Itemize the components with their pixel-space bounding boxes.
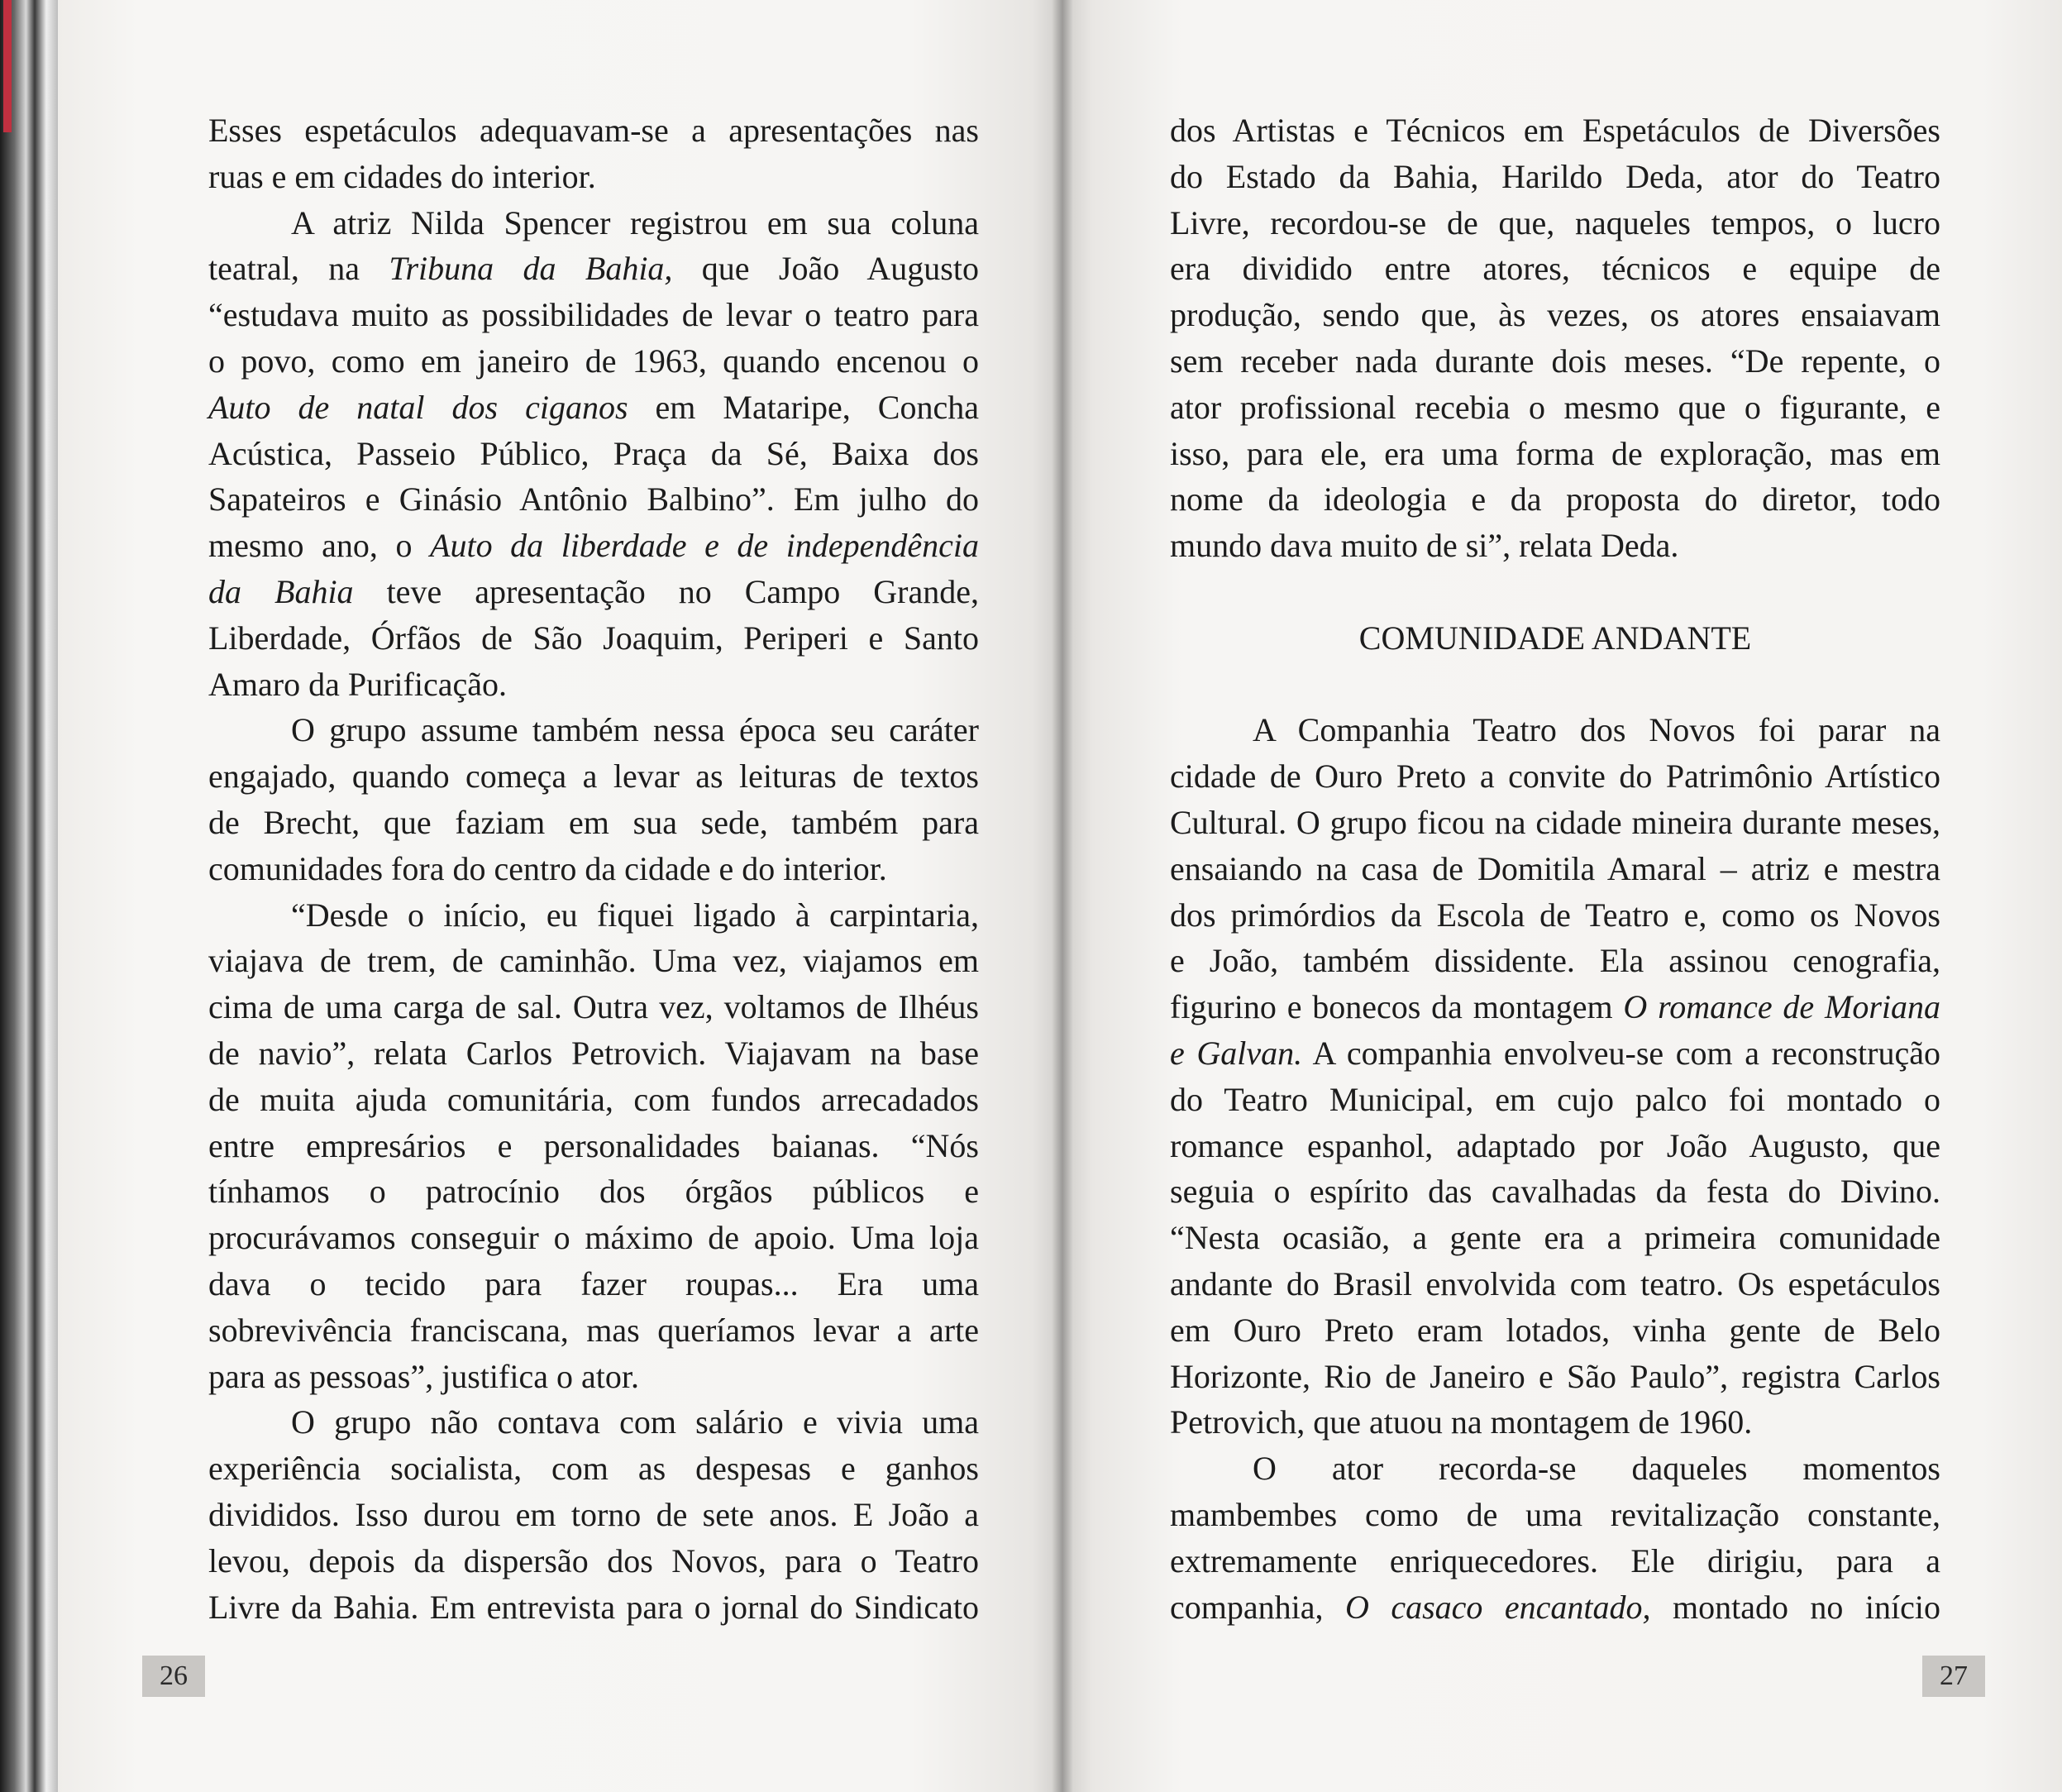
right-page xyxy=(1062,0,2062,1792)
text-run: teve apresentação no Campo Grande, xyxy=(353,572,980,610)
line: cima de uma carga de sal. Outra vez, voltamos de Ilhéus xyxy=(208,988,979,1026)
line: divididos. Isso durou em torno de sete anos. E João a xyxy=(208,1495,979,1533)
line: dava o tecido para fazer roupas... Era uma xyxy=(208,1264,979,1302)
line: e João, também dissidente. Ela assinou cenografia, xyxy=(1170,942,1940,980)
line: experiência socialista, com as despesas e ganhos xyxy=(208,1450,979,1488)
line: extremamente enriquecedores. Ele dirigiu, para a xyxy=(1170,1541,1940,1579)
line: Livre, recordou-se de que, naqueles tempos, o lucro xyxy=(1170,203,1940,241)
right-text-column xyxy=(1170,108,1940,1630)
line: Esses espetáculos adequavam-se a apresentações nas xyxy=(208,112,979,149)
text-run: mesmo ano, o xyxy=(208,527,431,565)
section-heading: COMUNIDADE ANDANTE xyxy=(1358,619,1752,657)
line xyxy=(1170,984,1940,1030)
line: em Ouro Preto eram lotados, vinha gente de Belo xyxy=(1170,1311,1940,1349)
line xyxy=(1170,1584,1940,1631)
line: de Brecht, que faziam em sua sede, também para xyxy=(208,803,979,841)
line: engajado, quando começa a levar as leituras de textos xyxy=(208,757,979,796)
line: viajava de trem, de caminhão. Uma vez, viajamos em xyxy=(208,942,979,980)
line xyxy=(208,523,979,569)
line: do Estado da Bahia, Harildo Deda, ator do Teatro xyxy=(1170,157,1940,195)
book-edge-mark xyxy=(3,0,12,132)
line: do Teatro Municipal, em cujo palco foi montado o xyxy=(1170,1080,1940,1118)
text-run: teatral, na xyxy=(208,250,389,288)
play-title: Auto de natal dos ciganos xyxy=(208,388,628,426)
line: sem receber nada durante dois meses. “De repente, o xyxy=(1170,342,1940,380)
line: Horizonte, Rio de Janeiro e São Paulo”, registra Carlos xyxy=(1170,1357,1940,1395)
line: o povo, como em janeiro de 1963, quando encenou o xyxy=(208,342,979,380)
line: mambembes como de uma revitalização constante, xyxy=(1170,1495,1940,1533)
line: A atriz Nilda Spencer registrou em sua coluna xyxy=(291,203,979,241)
text-run: que João Augusto xyxy=(672,250,979,288)
line: Acústica, Passeio Público, Praça da Sé, Baixa dos xyxy=(208,434,979,472)
text-run: em Mataripe, Concha xyxy=(628,388,979,426)
line: tínhamos o patrocínio dos órgãos públicos e xyxy=(208,1173,979,1211)
line xyxy=(1170,1030,1940,1077)
line: Sapateiros e Ginásio Antônio Balbino”. Em julho do xyxy=(208,480,979,518)
play-title: O casaco encantado, xyxy=(1344,1588,1651,1626)
line: Cultural. O grupo ficou na cidade mineira durante meses, xyxy=(1170,803,1940,841)
text-run: companhia, xyxy=(1170,1588,1345,1626)
book-gutter xyxy=(1052,0,1073,1792)
left-text-column xyxy=(208,108,979,1630)
line: A Companhia Teatro dos Novos foi parar na xyxy=(1253,711,1940,749)
line: “estudava muito as possibilidades de levar o teatro para xyxy=(208,296,979,334)
line: dos Artistas e Técnicos em Espetáculos de Diversões xyxy=(1170,112,1940,149)
line: sobrevivência franciscana, mas queríamos levar a arte xyxy=(208,1311,979,1349)
line: dos primórdios da Escola de Teatro e, como os Novos xyxy=(1170,896,1940,934)
line: cidade de Ouro Preto a convite do Patrimônio Artístico xyxy=(1170,757,1940,796)
line: andante do Brasil envolvida com teatro. Os espetáculos xyxy=(1170,1264,1940,1302)
line: produção, sendo que, às vezes, os atores ensaiavam xyxy=(1170,296,1940,334)
line: “Desde o início, eu fiquei ligado à carpintaria, xyxy=(291,896,979,934)
line: O grupo assume também nessa época seu caráter xyxy=(291,711,979,749)
line: mundo dava muito de si”, relata Deda. xyxy=(1170,527,1679,565)
line: nome da ideologia e da proposta do diretor, todo xyxy=(1170,480,1940,518)
left-page xyxy=(58,0,1062,1792)
text-run: A companhia envolveu-se com a reconstrução xyxy=(1302,1034,1940,1072)
line: Amaro da Purificação. xyxy=(208,665,507,703)
line: ator profissional recebia o mesmo que o figurante, e xyxy=(1170,388,1940,426)
line: era dividido entre atores, técnicos e equipe de xyxy=(1170,250,1940,288)
line: Liberdade, Órfãos de São Joaquim, Periperi e Santo xyxy=(208,619,979,657)
line: comunidades fora do centro da cidade e do interior. xyxy=(208,849,887,887)
line: ensaiando na casa de Domitila Amaral – atriz e mestra xyxy=(1170,849,1940,887)
line: O ator recorda-se daqueles momentos xyxy=(1253,1450,1940,1488)
line: seguia o espírito das cavalhadas da festa do Divino. xyxy=(1170,1173,1940,1211)
play-title: Auto da liberdade e de independência xyxy=(430,527,979,565)
line: Petrovich, que atuou na montagem de 1960. xyxy=(1170,1403,1753,1441)
line: de navio”, relata Carlos Petrovich. Viajavam na base xyxy=(208,1034,979,1072)
line xyxy=(208,569,979,615)
page-number: 26 xyxy=(142,1656,205,1697)
line: de muita ajuda comunitária, com fundos arrecadados xyxy=(208,1080,979,1118)
line: “Nesta ocasião, a gente era a primeira comunidade xyxy=(1170,1219,1940,1257)
line: levou, depois da dispersão dos Novos, para o Teatro xyxy=(208,1541,979,1579)
line: procurávamos conseguir o máximo de apoio. Uma loja xyxy=(208,1219,979,1257)
line: O grupo não contava com salário e vivia uma xyxy=(291,1403,979,1441)
book-edge xyxy=(0,0,58,1792)
newspaper-title: Tribuna da Bahia, xyxy=(389,250,673,288)
line xyxy=(208,385,979,431)
text-run: figurino e bonecos da montagem xyxy=(1170,988,1624,1026)
line: entre empresários e personalidades baianas. “Nós xyxy=(208,1126,979,1164)
line: Livre da Bahia. Em entrevista para o jornal do Sindicato xyxy=(208,1588,979,1626)
line: romance espanhol, adaptado por João Augusto, que xyxy=(1170,1126,1940,1164)
line: para as pessoas”, justifica o ator. xyxy=(208,1357,639,1395)
line: isso, para ele, era uma forma de exploração, mas em xyxy=(1170,434,1940,472)
text-run: montado no início xyxy=(1650,1588,1940,1626)
play-title: da Bahia xyxy=(208,572,354,610)
line xyxy=(208,246,979,292)
line: ruas e em cidades do interior. xyxy=(208,157,596,195)
play-title: e Galvan. xyxy=(1170,1034,1303,1072)
page-number: 27 xyxy=(1922,1656,1985,1697)
play-title: O romance de Moriana xyxy=(1623,988,1941,1026)
